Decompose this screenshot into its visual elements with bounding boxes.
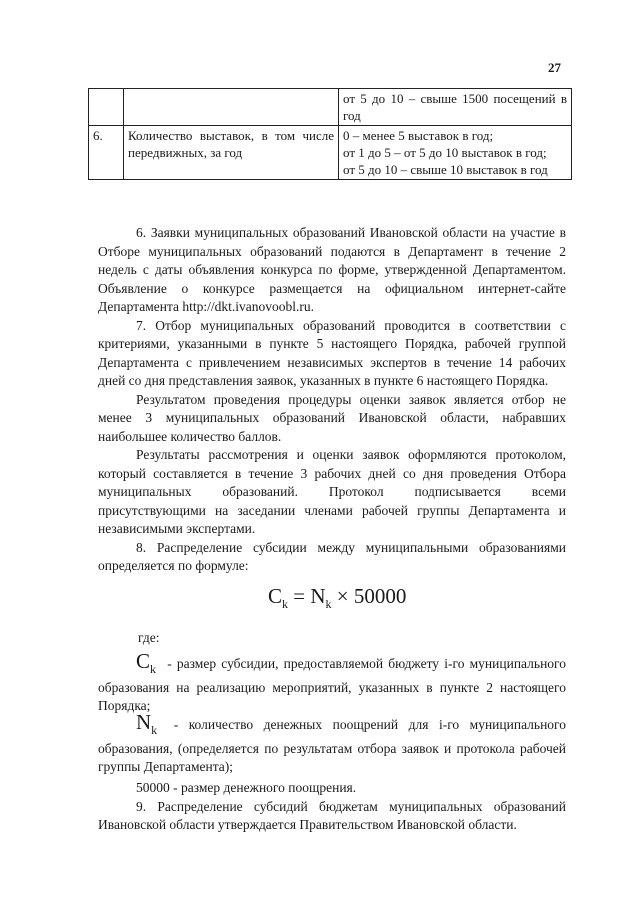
scale-cell: [339, 89, 572, 126]
definition-text: - количество денежных поощрений для i-го муниципального образования, (определяется по результатам отбора заявок и протокола рабочей группы Департамента);: [98, 717, 567, 775]
where-label: где:: [138, 630, 160, 645]
paragraph-result: Результатом проведения процедуры оценки заявок является отбор не менее 3 муниципальных образований Ивановской области, набравших наибольшее количество баллов.: [98, 391, 566, 444]
definition-nk: [98, 710, 567, 777]
criterion-cell: Количество выставок, в том числе передвижных, за год: [124, 126, 339, 180]
paragraph-50000: 50000 - размер денежного поощрения.: [136, 780, 357, 795]
formula-rhs-sub: k: [325, 597, 332, 612]
scale-line: 0 – менее 5 выставок в год;: [343, 128, 494, 143]
criterion-cell: [124, 89, 339, 126]
scale-line: от 5 до 10 – свыше 1500 посещений в год: [343, 91, 567, 123]
body-text: [98, 224, 566, 576]
definition-symbol: [136, 649, 157, 677]
page-number: 27: [548, 60, 561, 75]
scale-line: от 5 до 10 – свыше 10 выставок в год: [343, 162, 548, 177]
symbol-letter: N: [136, 710, 152, 734]
row-number-cell: 6.: [89, 126, 124, 180]
formula-lhs: C: [268, 584, 283, 608]
formula-lhs-sub: k: [282, 597, 289, 612]
paragraph-protocol: Результаты рассмотрения и оценки заявок оформляются протоколом, который составляется в течение 3 рабочих дней со дня проведения Отбора муниципальных образований. Протокол подписывается всеми присутствующими на заседании членами рабочей группы Департамента и независимыми экспертами.: [98, 447, 566, 536]
definition-ck: [98, 649, 566, 716]
definition-text: - размер субсидии, предоставляемой бюджету i-го муниципального образования на реализацию мероприятий, указанных в пункте 2 настоящего Порядка;: [98, 656, 566, 714]
closing-text: [98, 779, 566, 835]
symbol-sub: k: [150, 662, 157, 677]
definition-symbol: [136, 710, 158, 738]
subsidy-formula: [268, 584, 406, 612]
formula-times: × 50000: [331, 584, 407, 608]
paragraph-6: 6. Заявки муниципальных образований Ивановской области на участие в Отборе муниципальных образований подаются в Департамент в течение 2 недель с даты объявления конкурса по форме, утвержденной Департаментом. Объявление о конкурсе размещается на официальном интернет-сайте Департамента http://dkt.ivanovoobl.ru.: [98, 225, 566, 314]
formula-rhs: N: [310, 584, 326, 608]
table-row: [89, 89, 572, 126]
paragraph-8: 8. Распределение субсидии между муниципальными образованиями определяется по формуле:: [98, 539, 566, 573]
formula-eq: =: [288, 584, 311, 608]
row-number-cell: [89, 89, 124, 126]
table-row: [89, 126, 572, 180]
paragraph-7: 7. Отбор муниципальных образований проводится в соответствии с критериями, указанными в пункте 5 настоящего Порядка, рабочей группой Департамента с привлечением независимых экспертов в течение 14 рабочих дней со дня представления заявок, указанных в пункте 6 настоящего Порядка.: [98, 317, 566, 388]
symbol-sub: k: [151, 723, 158, 738]
criteria-table: [88, 88, 572, 180]
paragraph-9: 9. Распределение субсидий бюджетам муниципальных образований Ивановской области утверждается Правительством Ивановской области.: [98, 798, 566, 832]
scale-line: от 1 до 5 – от 5 до 10 выставок в год;: [343, 145, 547, 160]
symbol-letter: C: [136, 649, 151, 673]
scale-cell: [339, 126, 572, 180]
